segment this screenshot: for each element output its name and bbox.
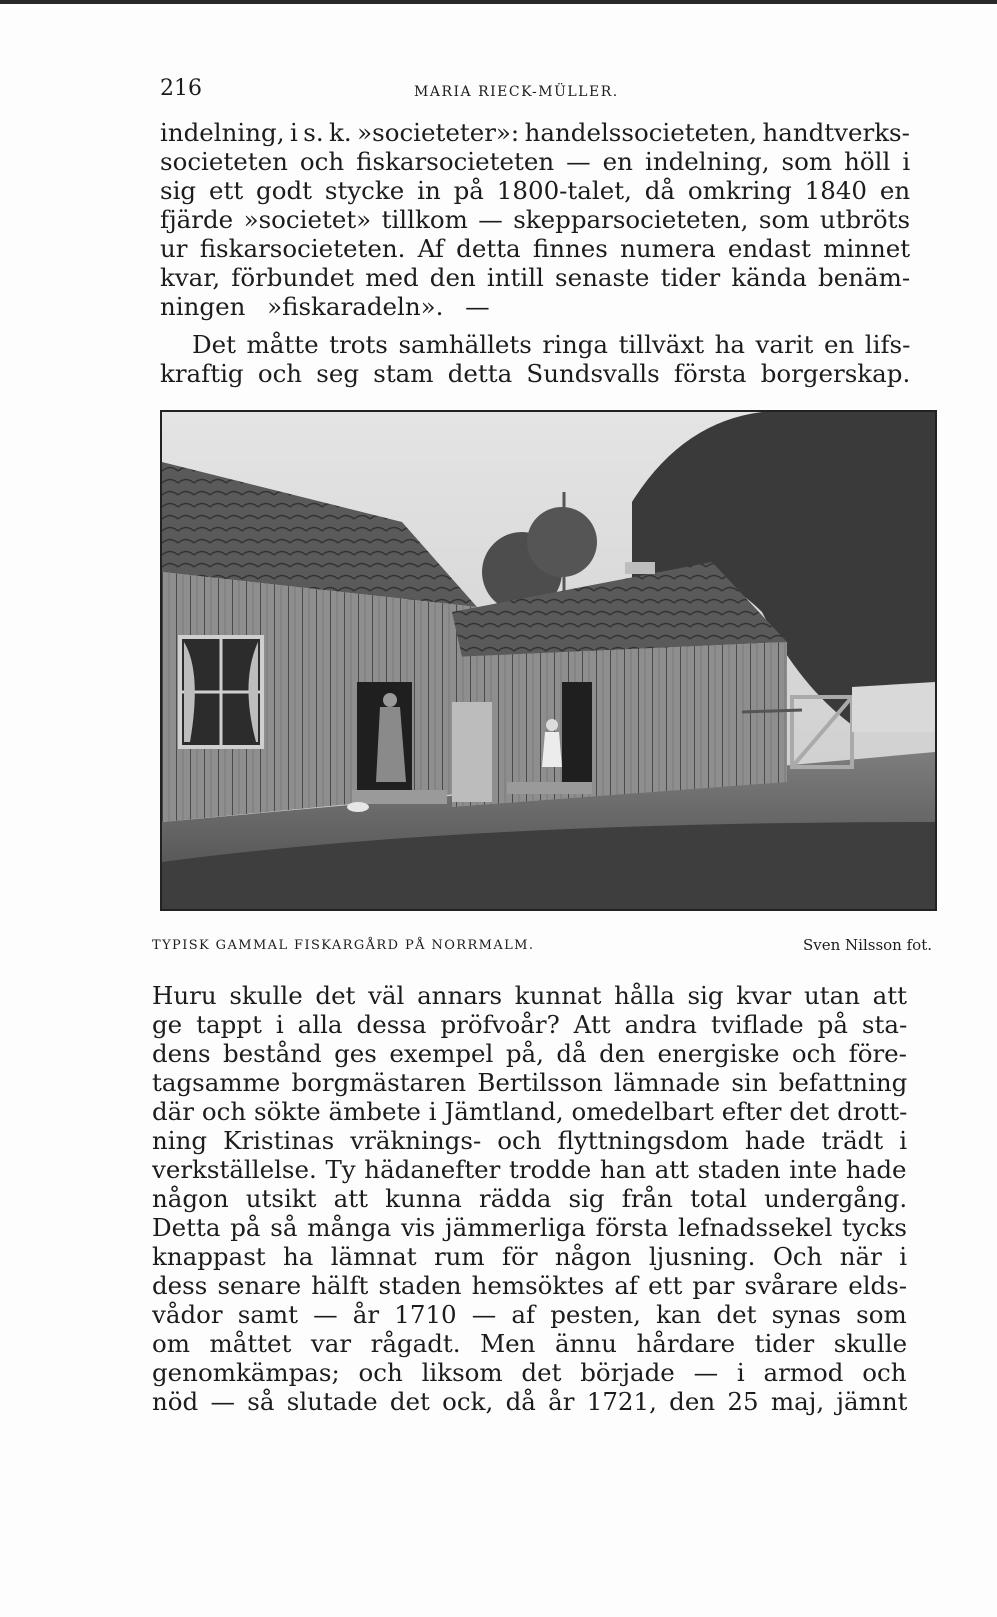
text-line: Det måtte trots samhällets ringa tillväxt ha varit en lifs- [192,330,911,359]
text-line: dens bestånd ges exempel på, då den energiske och före- [152,1039,907,1068]
page-header [160,76,915,110]
fence-rail [742,710,802,712]
chimney [625,562,655,574]
text-line: fjärde »societet» tillkom — skepparsocieteten, som utbröts [160,205,910,234]
child-figure [542,732,562,767]
text-line: ur fiskarsocieteten. Af detta finnes numera endast minnet [160,234,910,263]
text-line: kvar, förbundet med den intill senaste tider kända benäm- [160,263,910,292]
text-line: där och sökte ämbete i Jämtland, omedelbart efter det drott- [152,1097,907,1126]
text-line: Detta på så många vis jämmerliga första lefnadssekel tycks [152,1213,907,1242]
text-line: någon utsikt att kunna rädda sig från total undergång. [152,1184,907,1213]
text-line: verkställelse. Ty hädanefter trodde han att staden inte hade [152,1155,907,1184]
text-line: dess senare hälft staden hemsöktes af ett par svårare elds- [152,1271,907,1300]
farmyard-photograph [160,410,937,911]
right-house-doorway [562,682,592,782]
text-line: tagsamme borgmästaren Bertilsson lämnade sin befattning [152,1068,907,1097]
text-line: ge tappt i alla dessa pröfvoår? Att andra tviflade på sta- [152,1010,907,1039]
page-top-border [0,0,997,4]
paragraph-3 [152,981,907,1416]
tree-canopy [527,507,597,577]
photo-illustration [162,412,935,909]
text-line: om måttet var rågadt. Men ännu hårdare tider skulle [152,1329,907,1358]
text-line: ningen »fiskaradeln». — [160,292,490,321]
picket-fence [852,682,935,732]
figure-caption [152,936,932,958]
caption-text: TYPISK GAMMAL FISKARGÅRD PÅ NORRMALM. [152,938,535,953]
text-line: genomkämpas; och liksom det började — i armod och [152,1358,907,1387]
side-door [452,702,492,802]
photo-credit: Sven Nilsson fot. [802,936,932,954]
running-head: MARIA RIECK-MÜLLER. [414,84,619,100]
text-line: vådor samt — år 1710 — af pesten, kan det synas som [152,1300,907,1329]
text-line: ning Kristinas vräknings- och flyttningsdom hade trädt i [152,1126,907,1155]
text-line: knappast ha lämnat rum för någon ljusning. Och när i [152,1242,907,1271]
text-line: sig ett godt stycke in på 1800-talet, då omkring 1840 en [160,176,910,205]
doorstep [507,782,592,794]
text-line: societeten och fiskarsocieteten — en indelning, som höll i [160,147,910,176]
right-house-wall [452,642,787,807]
child-head [546,719,558,731]
text-line: nöd — så slutade det ock, då år 1721, den 25 maj, jämnt [152,1387,907,1416]
text-line: Huru skulle det väl annars kunnat hålla sig kvar utan att [152,981,907,1010]
text-line: indelning, i s. k. »societeter»: handelssocieteten, handtverks- [160,118,910,147]
paragraph-2 [160,330,910,388]
old-woman-head [383,693,397,707]
doorstep [352,790,447,804]
paragraph-1 [160,118,910,321]
page-number: 216 [160,76,202,101]
text-line: kraftig och seg stam detta Sundsvalls första borgerskap. [160,359,910,388]
basin [347,802,369,812]
